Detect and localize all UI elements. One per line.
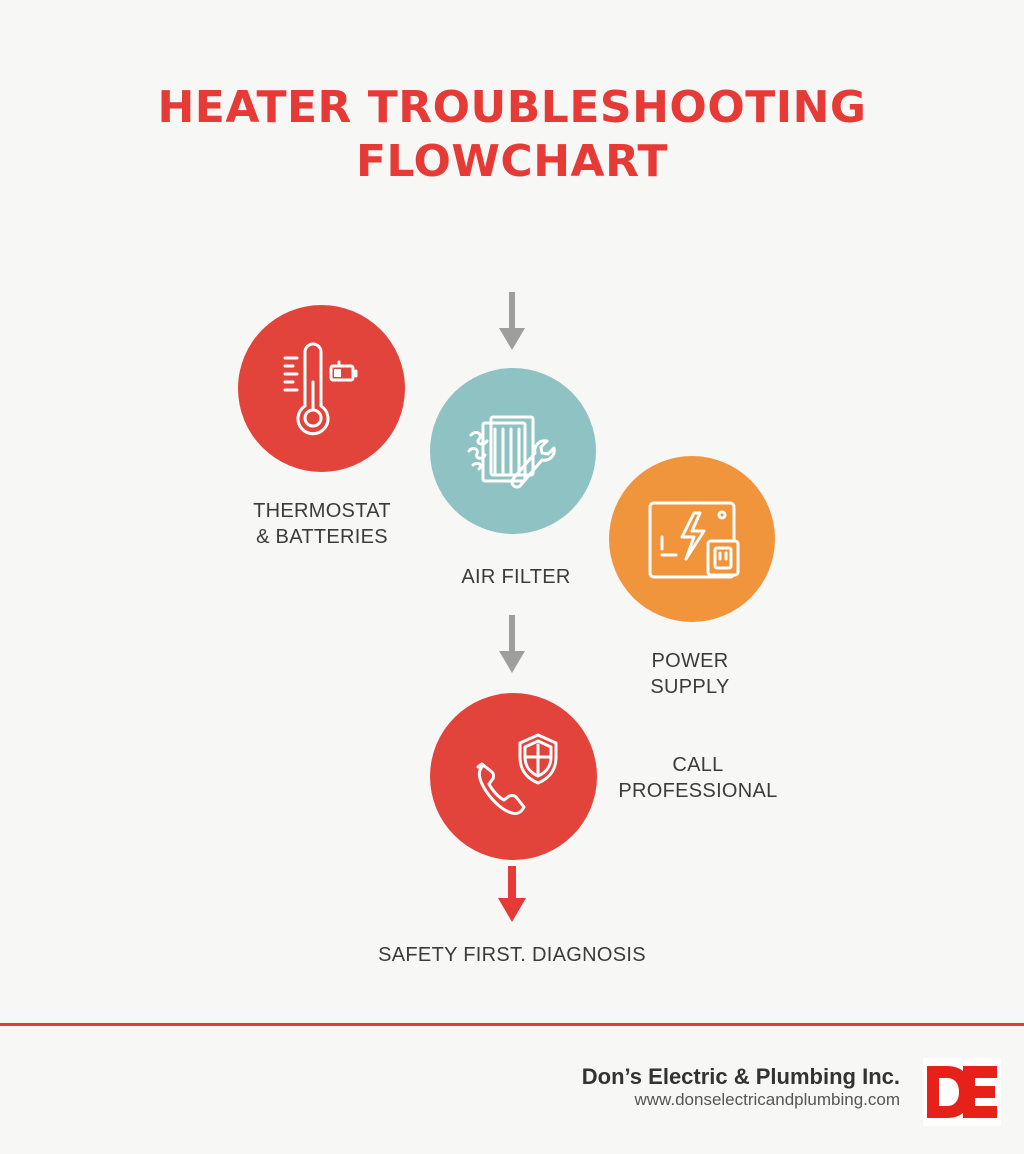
- page-title-line-2: FLOWCHART: [355, 136, 669, 187]
- page-title: HEATER TROUBLESHOOTING: [157, 82, 867, 133]
- company-url[interactable]: www.donselectricandplumbing.com: [634, 1090, 900, 1109]
- company-name: Don’s Electric & Plumbing Inc.: [581, 1064, 900, 1089]
- air-filter-label: AIR FILTER: [461, 566, 571, 588]
- phone-shield-icon: [458, 721, 570, 833]
- call-professional-step-circle: [430, 693, 597, 860]
- electrical-panel-icon: [636, 483, 748, 595]
- air-filter-step-circle: [430, 368, 596, 534]
- flow-arrow-down-icon: [497, 615, 527, 675]
- power-supply-step-circle: [609, 456, 775, 622]
- air-filter-wrench-icon: [457, 395, 569, 507]
- final-step-label: SAFETY FIRST. DIAGNOSIS: [378, 944, 646, 966]
- thermostat-label: THERMOSTAT & BATTERIES: [253, 500, 391, 548]
- footer-divider: [0, 1023, 1024, 1026]
- call-professional-label: CALL PROFESSIONAL: [618, 754, 778, 802]
- company-logo: [923, 1058, 1001, 1126]
- thermostat-step-circle: [238, 305, 405, 472]
- flow-arrow-down-icon: [497, 292, 527, 352]
- thermometer-battery-icon: [267, 334, 377, 444]
- flow-arrow-down-red-icon: [497, 866, 527, 924]
- power-supply-label: POWER SUPPLY: [650, 650, 730, 698]
